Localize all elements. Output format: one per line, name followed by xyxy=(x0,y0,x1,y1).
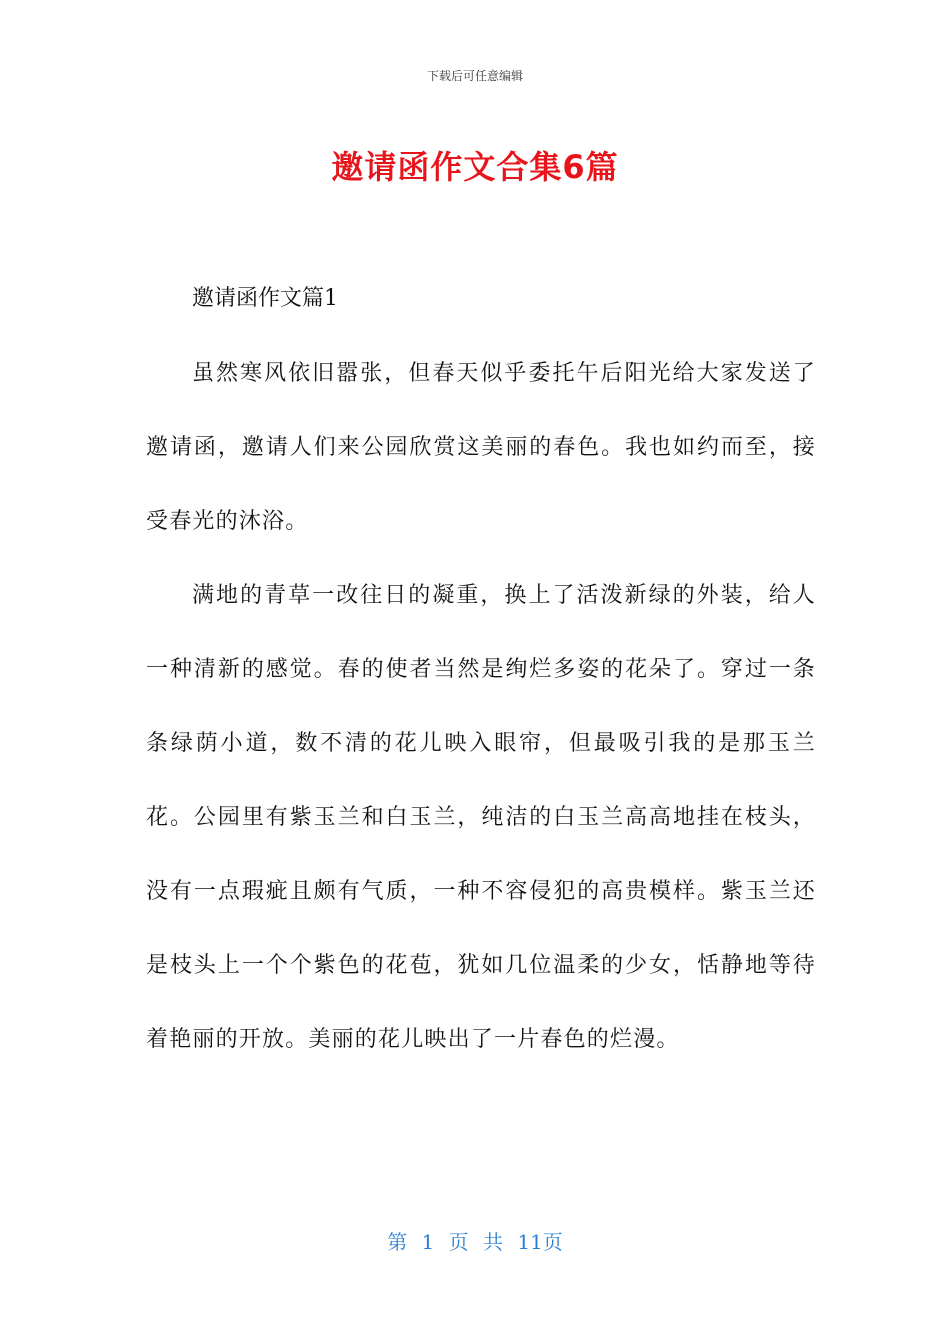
document-body xyxy=(146,280,816,1077)
document-title: 邀请函作文合集6篇 xyxy=(331,148,619,186)
paragraph-2: 满地的青草一改往日的凝重，换上了活泼新绿的外装，给人一种清新的感觉。春的使者当然是绚烂多姿的花朵了。穿过一条条绿荫小道，数不清的花儿映入眼帘，但最吸引我的是那玉兰花。公园里有紫玉兰和白玉兰，纯洁的白玉兰高高地挂在枝头，没有一点瑕疵且颇有气质，一种不容侵犯的高贵模样。紫玉兰还是枝头上一个个紫色的花苞，犹如几位温柔的少女，恬静地等待着艳丽的开放。美丽的花儿映出了一片春色的烂漫。 xyxy=(146,583,816,1052)
header-note: 下载后可任意编辑 xyxy=(426,69,523,83)
paragraph-1: 虽然寒风依旧嚣张，但春天似乎委托午后阳光给大家发送了邀请函，邀请人们来公园欣赏这美丽的春色。我也如约而至，接受春光的沐浴。 xyxy=(146,361,816,534)
section-heading: 邀请函作文篇1 xyxy=(192,286,338,311)
page-number: 第 1 页 共 11页 xyxy=(387,1230,563,1254)
